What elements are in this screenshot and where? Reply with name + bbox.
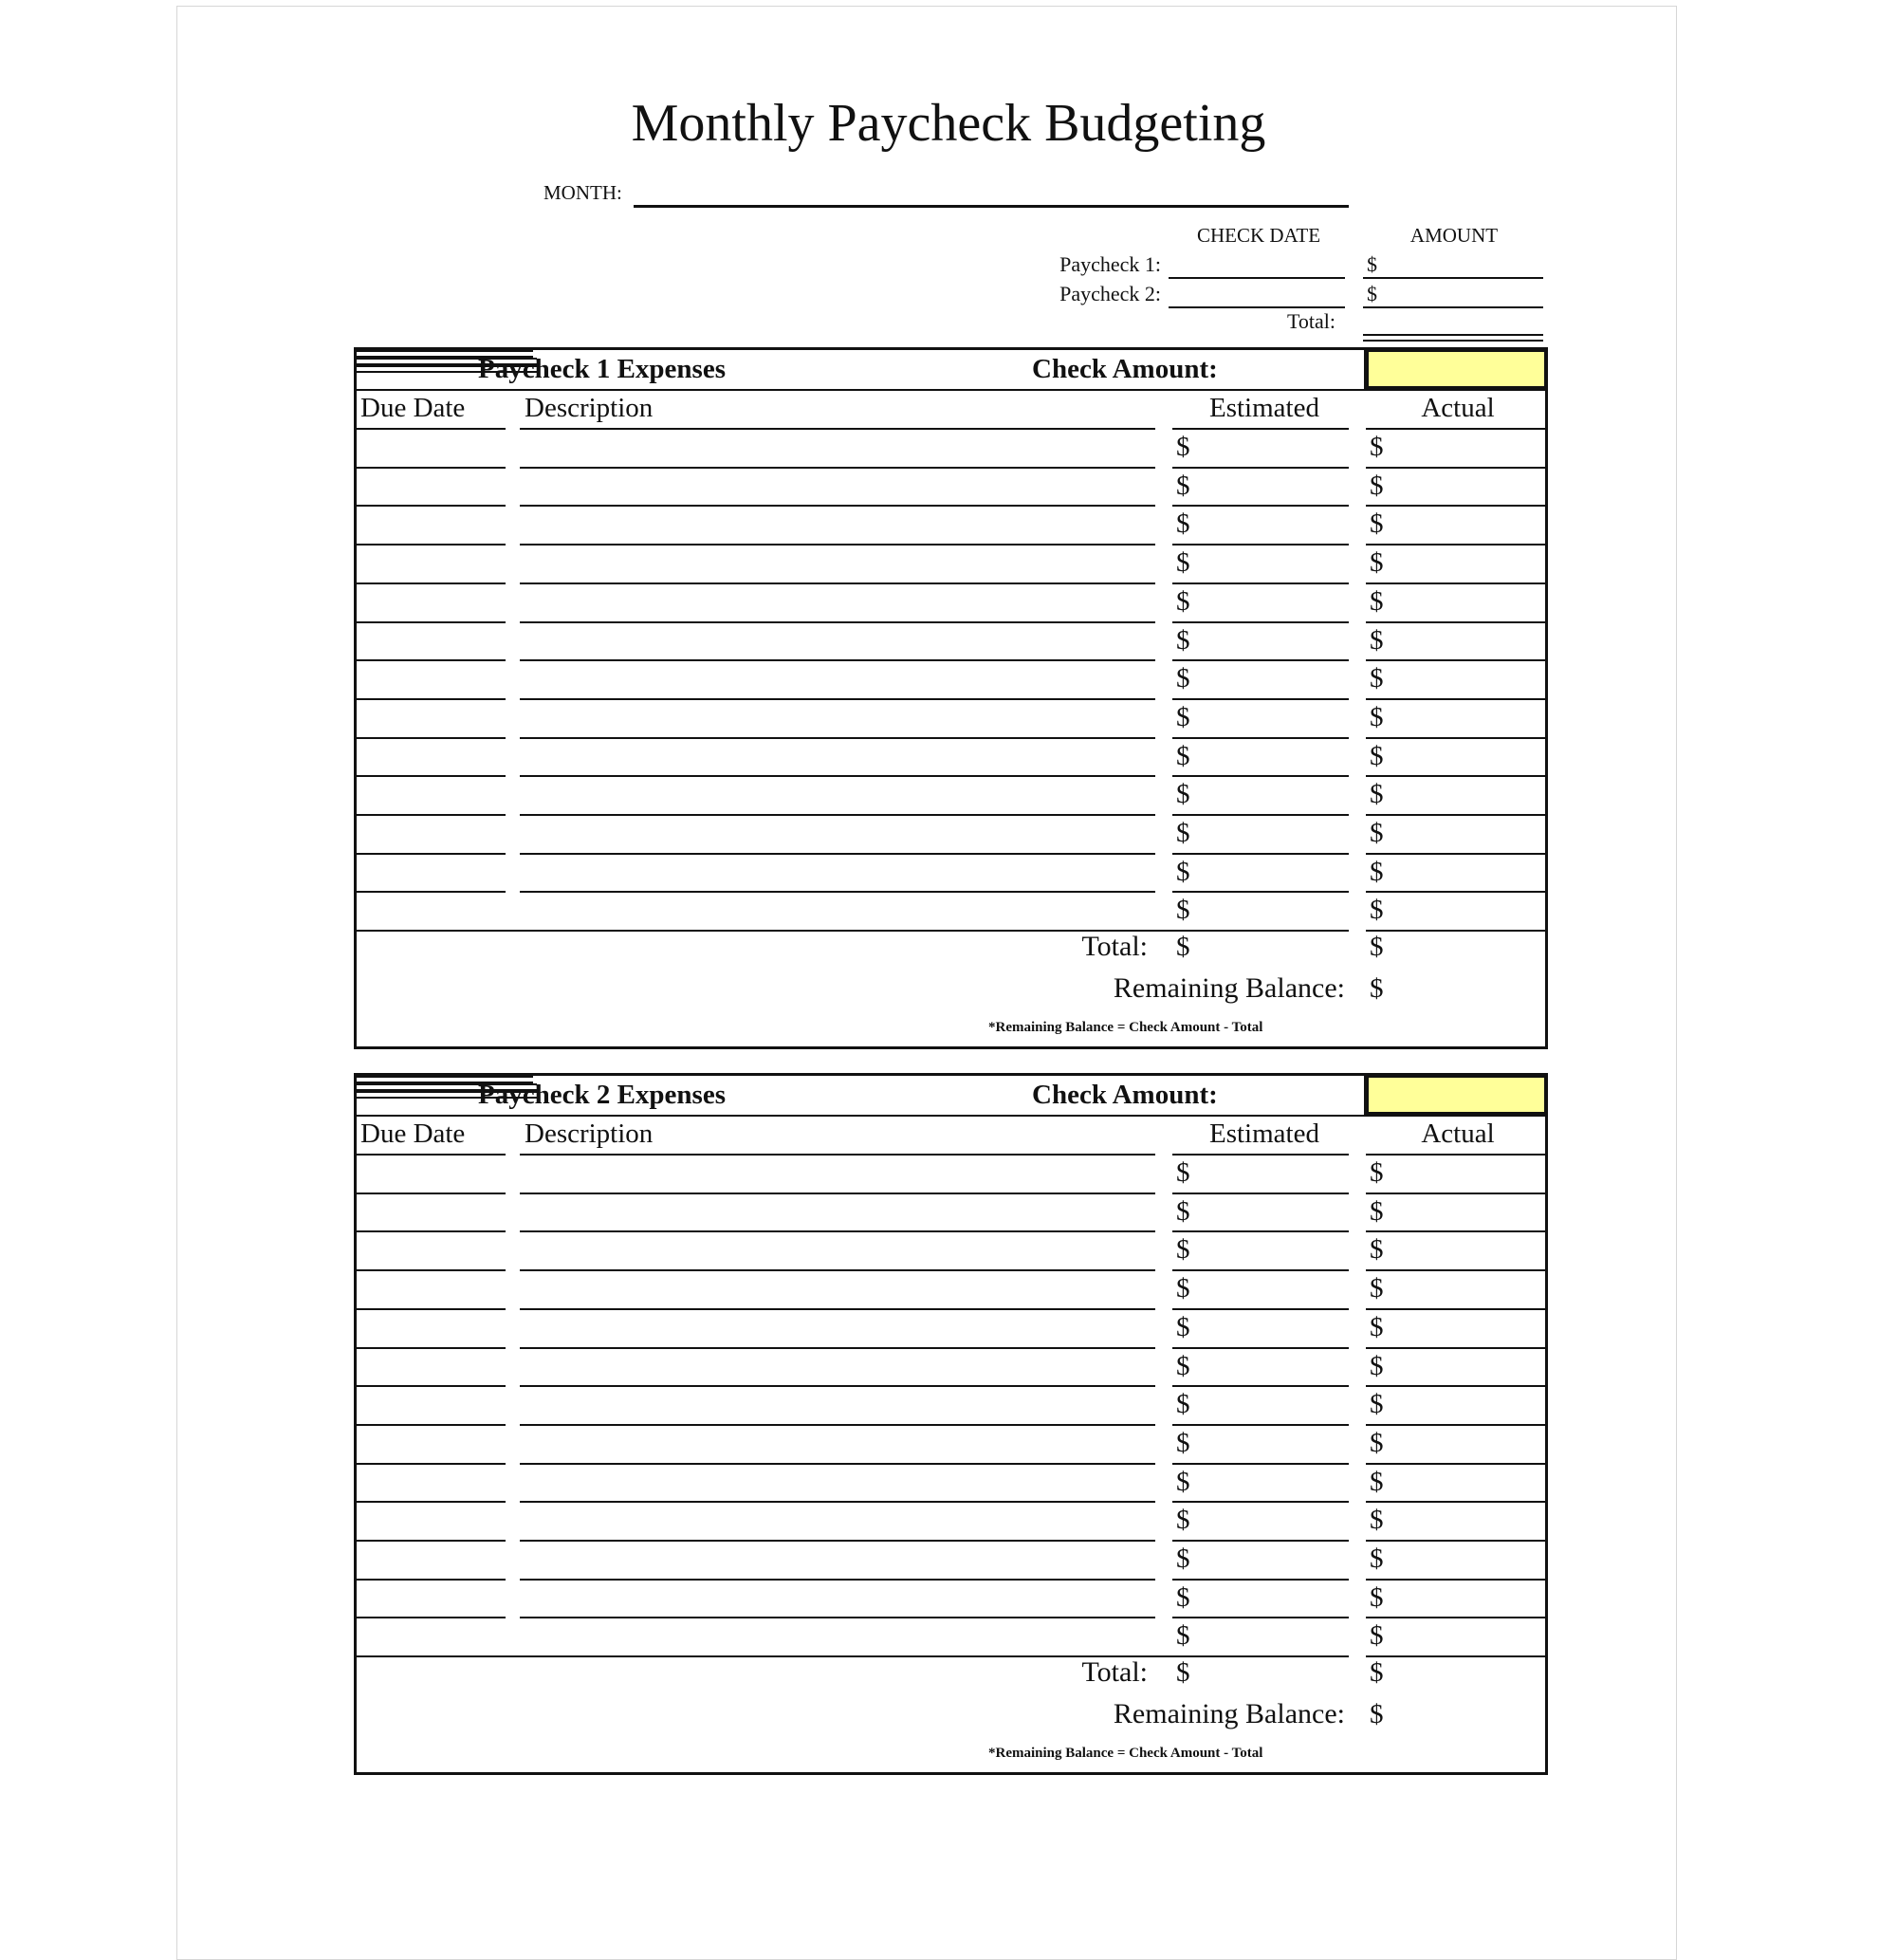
estimated-currency: $ (1176, 1351, 1190, 1381)
actual-header-underline (1366, 1154, 1546, 1156)
estimated-field[interactable] (1172, 1347, 1349, 1349)
estimated-currency: $ (1176, 857, 1190, 887)
actual-currency: $ (1370, 432, 1384, 462)
actual-currency: $ (1370, 895, 1384, 925)
estimated-currency: $ (1176, 1273, 1190, 1304)
estimated-field[interactable] (1172, 1655, 1349, 1657)
actual-field[interactable] (1366, 1230, 1546, 1232)
description-field[interactable] (520, 1540, 1155, 1542)
check-amount-input[interactable] (1366, 349, 1547, 389)
estimated-currency: $ (1176, 586, 1190, 617)
summary-total-label: Total: (1286, 309, 1335, 333)
estimated-total-currency: $ (1176, 932, 1190, 962)
actual-total-currency: $ (1370, 932, 1384, 962)
description-field[interactable] (520, 1617, 1155, 1618)
estimated-currency: $ (1176, 1582, 1190, 1613)
actual-field[interactable] (1366, 582, 1546, 584)
estimated-currency: $ (1176, 547, 1190, 578)
due-date-field[interactable] (357, 853, 506, 855)
estimated-total-currency: $ (1176, 1657, 1190, 1688)
actual-field[interactable] (1366, 544, 1546, 545)
estimated-field[interactable] (1172, 582, 1349, 584)
estimated-field[interactable] (1172, 1193, 1349, 1194)
actual-currency: $ (1370, 586, 1384, 617)
due-date-field[interactable] (357, 1308, 506, 1310)
description-field[interactable] (520, 1230, 1155, 1232)
description-field[interactable] (520, 1269, 1155, 1271)
due-date-field[interactable] (357, 1347, 506, 1349)
description-header: Description (525, 393, 654, 423)
paycheck-2-amount-field[interactable] (1363, 306, 1543, 308)
due-date-field[interactable] (357, 1230, 506, 1232)
estimated-field[interactable] (1172, 1269, 1349, 1271)
due-date-field[interactable] (357, 1193, 506, 1194)
description-field[interactable] (520, 1501, 1155, 1503)
paycheck-1-currency: $ (1367, 252, 1377, 276)
estimated-header-underline (1172, 428, 1349, 430)
actual-currency: $ (1370, 1428, 1384, 1458)
check-amount-label: Check Amount: (1032, 1080, 1218, 1110)
actual-currency: $ (1370, 779, 1384, 809)
due-date-field[interactable] (357, 621, 506, 623)
row-divider (357, 1655, 1172, 1657)
estimated-field[interactable] (1172, 737, 1349, 739)
estimated-field[interactable] (1172, 814, 1349, 816)
actual-currency: $ (1370, 1273, 1384, 1304)
check-amount-input[interactable] (1366, 1075, 1547, 1115)
total-label: Total: (1081, 1656, 1148, 1688)
estimated-currency: $ (1176, 625, 1190, 656)
actual-field[interactable] (1366, 853, 1546, 855)
paycheck-2-section (354, 1073, 1548, 1775)
actual-field[interactable] (1366, 1655, 1546, 1657)
actual-total-currency: $ (1370, 1657, 1384, 1688)
estimated-currency: $ (1176, 1620, 1190, 1651)
actual-currency: $ (1370, 1505, 1384, 1535)
due-date-field[interactable] (357, 1269, 506, 1271)
description-field[interactable] (520, 1579, 1155, 1581)
estimated-field[interactable] (1172, 775, 1349, 777)
estimated-currency: $ (1176, 1312, 1190, 1342)
actual-field[interactable] (1366, 1269, 1546, 1271)
estimated-field[interactable] (1172, 1501, 1349, 1503)
actual-field[interactable] (1366, 891, 1546, 893)
due-date-field[interactable] (357, 505, 506, 507)
estimated-field[interactable] (1172, 1385, 1349, 1387)
estimated-currency: $ (1176, 471, 1190, 501)
actual-currency: $ (1370, 702, 1384, 732)
summary-total-field[interactable] (1363, 334, 1543, 342)
actual-field[interactable] (1366, 698, 1546, 700)
due-date-field[interactable] (357, 1463, 506, 1465)
footnote: *Remaining Balance = Check Amount - Total (988, 1746, 1263, 1761)
row-divider (357, 930, 1172, 932)
section-header (357, 1076, 1545, 1117)
actual-field[interactable] (1366, 1501, 1546, 1503)
estimated-field[interactable] (1172, 1230, 1349, 1232)
actual-field[interactable] (1366, 1308, 1546, 1310)
due-date-field[interactable] (357, 698, 506, 700)
actual-currency: $ (1370, 1196, 1384, 1227)
actual-currency: $ (1370, 663, 1384, 693)
description-field[interactable] (520, 814, 1155, 816)
actual-field[interactable] (1366, 775, 1546, 777)
paycheck-2-label: Paycheck 2: (1059, 282, 1161, 305)
due-date-field[interactable] (357, 1540, 506, 1542)
estimated-field[interactable] (1172, 891, 1349, 893)
actual-currency: $ (1370, 1234, 1384, 1265)
description-field[interactable] (520, 1385, 1155, 1387)
actual-field[interactable] (1366, 1424, 1546, 1426)
actual-field[interactable] (1366, 1463, 1546, 1465)
due-date-field[interactable] (357, 467, 506, 469)
due-date-field[interactable] (357, 1579, 506, 1581)
paycheck-1-section (354, 347, 1548, 1049)
estimated-field[interactable] (1172, 505, 1349, 507)
description-field[interactable] (520, 582, 1155, 584)
amount-header: AMOUNT (1409, 224, 1499, 247)
estimated-currency: $ (1176, 1428, 1190, 1458)
paycheck-1-label: Paycheck 1: (1059, 252, 1161, 276)
actual-currency: $ (1370, 1582, 1384, 1613)
estimated-field[interactable] (1172, 467, 1349, 469)
due-date-header: Due Date (360, 1119, 466, 1149)
estimated-currency: $ (1176, 702, 1190, 732)
description-field[interactable] (520, 621, 1155, 623)
actual-currency: $ (1370, 1467, 1384, 1497)
actual-field[interactable] (1366, 737, 1546, 739)
actual-field[interactable] (1366, 505, 1546, 507)
check-date-header: CHECK DATE (1196, 224, 1321, 247)
estimated-currency: $ (1176, 741, 1190, 771)
actual-currency: $ (1370, 471, 1384, 501)
header-divider (1364, 1076, 1366, 1115)
due-date-field[interactable] (357, 582, 506, 584)
actual-field[interactable] (1366, 1540, 1546, 1542)
actual-field[interactable] (1366, 814, 1546, 816)
actual-header: Actual (1421, 393, 1495, 423)
actual-field[interactable] (1366, 1617, 1546, 1618)
due-date-field[interactable] (357, 891, 506, 893)
estimated-currency: $ (1176, 895, 1190, 925)
actual-currency: $ (1370, 741, 1384, 771)
page-title: Monthly Paycheck Budgeting (631, 94, 1266, 153)
description-field[interactable] (520, 1193, 1155, 1194)
description-field[interactable] (520, 853, 1155, 855)
description-header: Description (525, 1119, 654, 1149)
description-field[interactable] (520, 544, 1155, 545)
estimated-field[interactable] (1172, 930, 1349, 932)
actual-currency: $ (1370, 857, 1384, 887)
description-field[interactable] (520, 505, 1155, 507)
description-field[interactable] (520, 1347, 1155, 1349)
estimated-header: Estimated (1209, 1119, 1319, 1149)
actual-field[interactable] (1366, 1579, 1546, 1581)
estimated-field[interactable] (1172, 659, 1349, 661)
estimated-field[interactable] (1172, 698, 1349, 700)
due-date-field[interactable] (357, 737, 506, 739)
actual-field[interactable] (1366, 930, 1546, 932)
check-amount-label: Check Amount: (1032, 354, 1218, 384)
estimated-currency: $ (1176, 663, 1190, 693)
remaining-balance-currency: $ (1370, 973, 1384, 1004)
actual-field[interactable] (1366, 1193, 1546, 1194)
actual-currency: $ (1370, 1620, 1384, 1651)
estimated-currency: $ (1176, 432, 1190, 462)
due-date-field[interactable] (357, 544, 506, 545)
actual-currency: $ (1370, 818, 1384, 848)
estimated-currency: $ (1176, 1544, 1190, 1574)
actual-field[interactable] (1366, 621, 1546, 623)
estimated-field[interactable] (1172, 1463, 1349, 1465)
actual-currency: $ (1370, 1351, 1384, 1381)
due-date-header-underline (357, 1154, 506, 1156)
estimated-field[interactable] (1172, 1579, 1349, 1581)
description-header-underline (520, 1154, 1155, 1156)
estimated-currency: $ (1176, 508, 1190, 539)
paycheck-2-currency: $ (1367, 282, 1377, 305)
total-label: Total: (1081, 931, 1148, 962)
estimated-header-underline (1172, 1154, 1349, 1156)
estimated-field[interactable] (1172, 621, 1349, 623)
due-date-field[interactable] (357, 659, 506, 661)
due-date-header: Due Date (360, 393, 466, 423)
due-date-field[interactable] (357, 775, 506, 777)
actual-field[interactable] (1366, 1347, 1546, 1349)
actual-header-underline (1366, 428, 1546, 430)
actual-currency: $ (1370, 547, 1384, 578)
estimated-currency: $ (1176, 1389, 1190, 1419)
estimated-field[interactable] (1172, 1308, 1349, 1310)
estimated-currency: $ (1176, 1505, 1190, 1535)
estimated-header: Estimated (1209, 393, 1319, 423)
footnote: *Remaining Balance = Check Amount - Total (988, 1020, 1263, 1035)
section-header (357, 350, 1545, 391)
header-divider (1364, 350, 1366, 389)
actual-currency: $ (1370, 1157, 1384, 1188)
description-field[interactable] (520, 1463, 1155, 1465)
month-field[interactable] (634, 205, 1349, 208)
description-field[interactable] (520, 737, 1155, 739)
month-label: MONTH: (543, 181, 622, 204)
estimated-currency: $ (1176, 779, 1190, 809)
actual-currency: $ (1370, 625, 1384, 656)
estimated-currency: $ (1176, 1234, 1190, 1265)
due-date-field[interactable] (357, 814, 506, 816)
section-title: Paycheck 1 Expenses (478, 354, 726, 384)
due-date-header-underline (357, 428, 506, 430)
actual-field[interactable] (1366, 1385, 1546, 1387)
estimated-currency: $ (1176, 818, 1190, 848)
estimated-field[interactable] (1172, 1540, 1349, 1542)
due-date-field[interactable] (357, 1617, 506, 1618)
description-field[interactable] (520, 775, 1155, 777)
remaining-balance-currency: $ (1370, 1699, 1384, 1729)
estimated-currency: $ (1176, 1157, 1190, 1188)
actual-currency: $ (1370, 1544, 1384, 1574)
description-field[interactable] (520, 467, 1155, 469)
actual-currency: $ (1370, 508, 1384, 539)
actual-header: Actual (1421, 1119, 1495, 1149)
description-field[interactable] (520, 698, 1155, 700)
actual-currency: $ (1370, 1312, 1384, 1342)
description-field[interactable] (520, 1424, 1155, 1426)
actual-currency: $ (1370, 1389, 1384, 1419)
actual-field[interactable] (1366, 467, 1546, 469)
description-field[interactable] (520, 891, 1155, 893)
section-title: Paycheck 2 Expenses (478, 1080, 726, 1110)
remaining-balance-label: Remaining Balance: (1113, 972, 1345, 1004)
estimated-field[interactable] (1172, 544, 1349, 545)
description-field[interactable] (520, 1308, 1155, 1310)
description-field[interactable] (520, 659, 1155, 661)
paycheck-1-date-field[interactable] (1169, 277, 1345, 279)
estimated-currency: $ (1176, 1196, 1190, 1227)
description-header-underline (520, 428, 1155, 430)
estimated-field[interactable] (1172, 1617, 1349, 1618)
paycheck-1-amount-field[interactable] (1363, 277, 1543, 279)
estimated-field[interactable] (1172, 1424, 1349, 1426)
due-date-field[interactable] (357, 1424, 506, 1426)
due-date-field[interactable] (357, 1501, 506, 1503)
due-date-field[interactable] (357, 1385, 506, 1387)
actual-field[interactable] (1366, 659, 1546, 661)
estimated-field[interactable] (1172, 853, 1349, 855)
estimated-currency: $ (1176, 1467, 1190, 1497)
remaining-balance-label: Remaining Balance: (1113, 1698, 1345, 1729)
